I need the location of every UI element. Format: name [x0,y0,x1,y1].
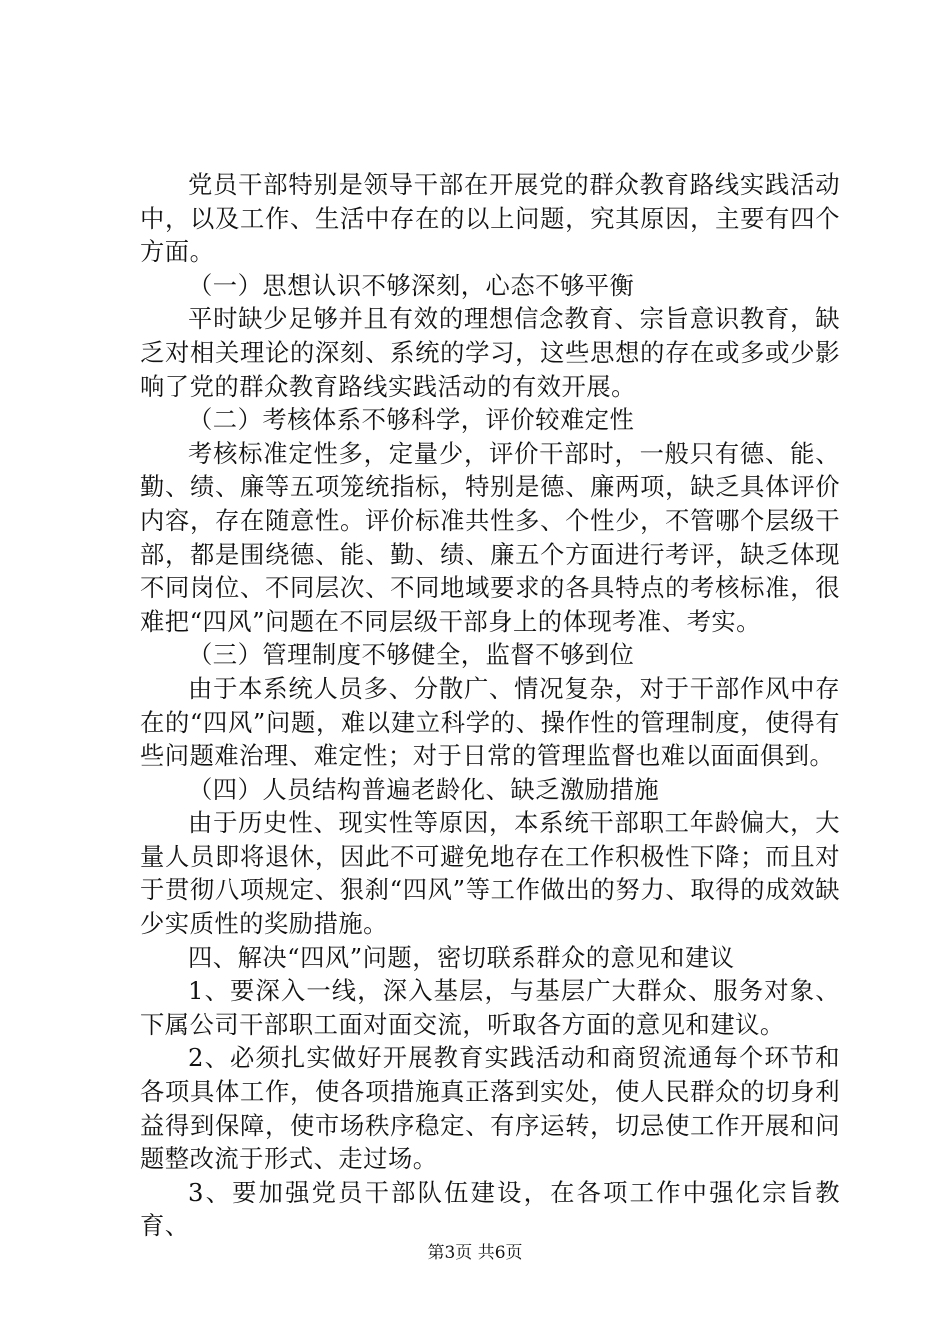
suggestion-2: 2、必须扎实做好开展教育实践活动和商贸流通每个环节和各项具体工作，使各项措施真正落到实处，使人民群众的切身利益得到保障，使市场秩序稳定、有序运转，切忌使工作开展和问题整改流于形式、走过场。 [140,1043,840,1174]
subheading-3: （三）管理制度不够健全，监督不够到位 [188,640,635,670]
paragraph-3: 由于本系统人员多、分散广、情况复杂，对于干部作风中存在的“四风”问题，难以建立科学的、操作性的管理制度，使得有些问题难治理、难定性；对于日常的管理监督也难以面面俱到。 [140,673,840,771]
document-body [140,168,840,1243]
subheading-4: （四）人员结构普遍老龄化、缺乏激励措施 [188,774,660,804]
paragraph-4: 由于历史性、现实性等原因，本系统干部职工年龄偏大，大量人员即将退休，因此不可避免地存在工作积极性下降；而且对于贯彻八项规定、狠刹“四风”等工作做出的努力、取得的成效缺少实质性的奖励措施。 [140,808,840,939]
page-footer: 第3页 共6页 [427,1243,523,1263]
paragraph-2: 考核标准定性多，定量少，评价干部时，一般只有德、能、勤、绩、廉等五项笼统指标，特别是德、廉两项，缺乏具体评价内容，存在随意性。评价标准共性多、个性少，不管哪个层级干部，都是围绕德、能、勤、绩、廉五个方面进行考评，缺乏体现不同岗位、不同层次、不同地域要求的各具特点的考核标准，很难把“四风”问题在不同层级干部身上的体现考准、考实。 [140,438,840,636]
suggestion-1: 1、要深入一线，深入基层，与基层广大群众、服务对象、下属公司干部职工面对面交流，听取各方面的意见和建议。 [140,976,840,1039]
subheading-2: （二）考核体系不够科学，评价较难定性 [188,405,635,435]
section-heading-4: 四、解决“四风”问题，密切联系群众的意见和建议 [188,942,735,972]
suggestion-3: 3、要加强党员干部队伍建设，在各项工作中强化宗旨教育、 [140,1177,840,1241]
paragraph-1: 平时缺少足够并且有效的理想信念教育、宗旨意识教育，缺乏对相关理论的深刻、系统的学习，这些思想的存在或多或少影响了党的群众教育路线实践活动的有效开展。 [140,304,840,401]
paragraph-intro: 党员干部特别是领导干部在开展党的群众教育路线实践活动中，以及工作、生活中存在的以上问题，究其原因，主要有四个方面。 [140,170,840,267]
subheading-1: （一）思想认识不够深刻，心态不够平衡 [188,270,635,300]
